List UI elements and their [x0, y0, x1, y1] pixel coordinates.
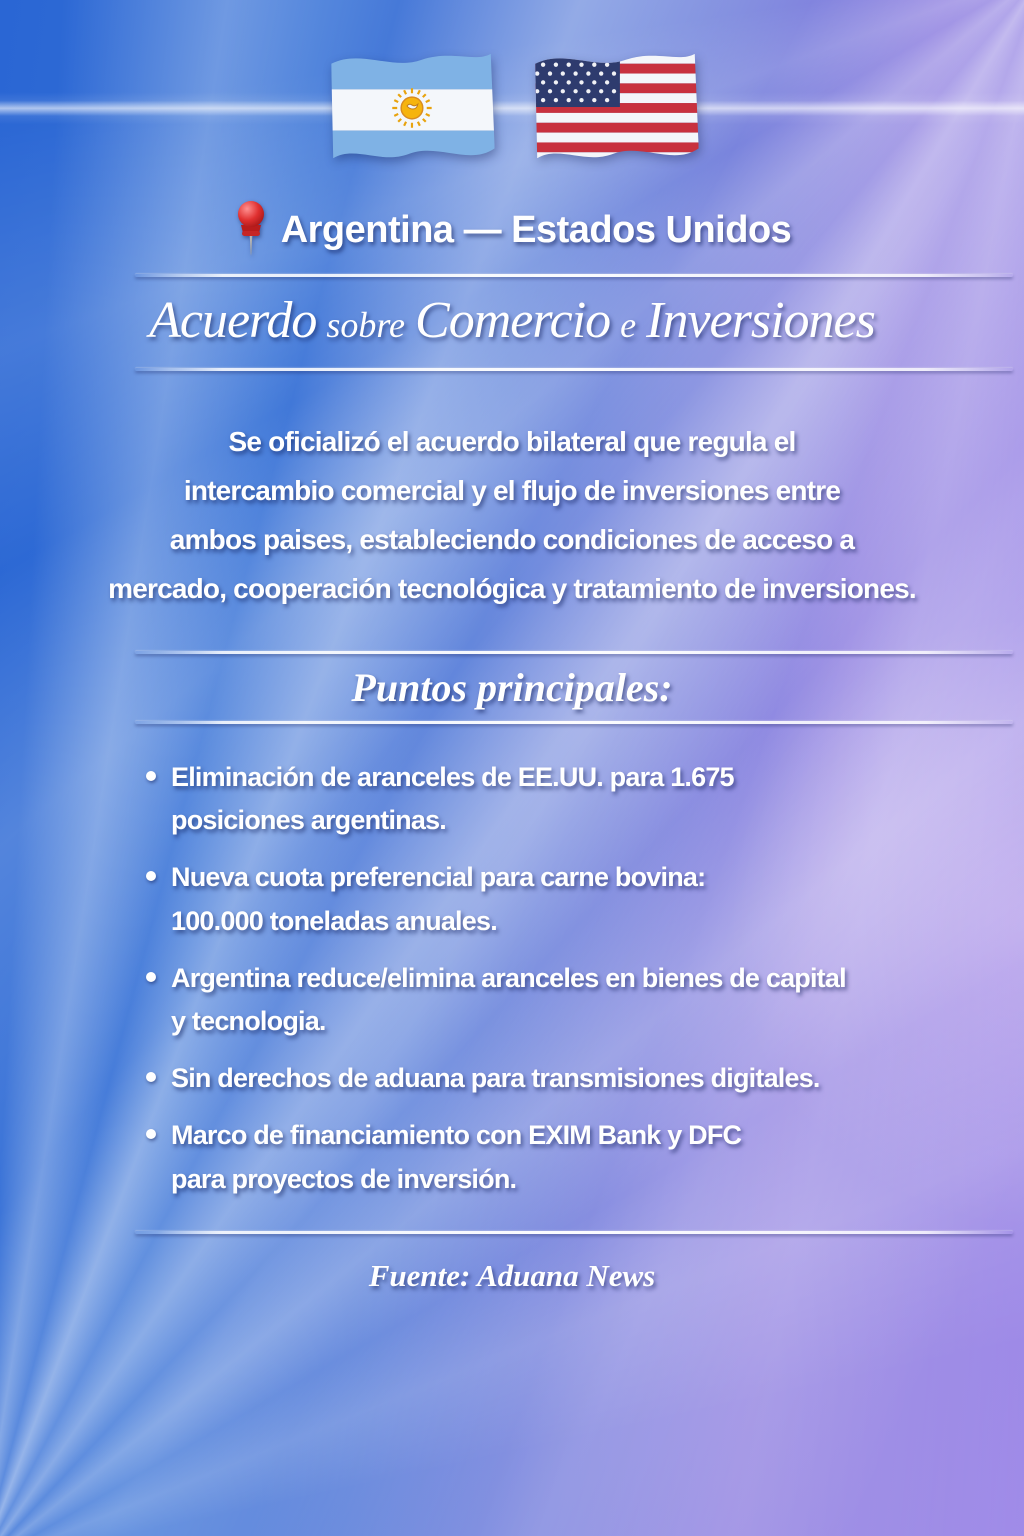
intro-line: intercambio comercial y el flujo de inversiones entre	[183, 475, 841, 506]
bullet-line: Eliminación de aranceles de EE.UU. para 1.675	[171, 762, 734, 792]
bullet-line: Argentina reduce/elimina aranceles en bienes de capital	[171, 962, 846, 993]
bullet-text	[171, 756, 734, 842]
separator	[135, 368, 1013, 371]
flags-row	[321, 44, 703, 172]
separator	[135, 721, 1013, 724]
section-title: Puntos principales:	[351, 665, 673, 710]
bullet-text	[171, 856, 705, 942]
usa-flag-icon	[525, 44, 703, 172]
bullet-text	[171, 957, 846, 1043]
bullet-text	[171, 1114, 741, 1200]
separator	[135, 1231, 1013, 1234]
header-row	[233, 202, 792, 258]
pushpin-icon	[233, 200, 269, 258]
separator	[135, 651, 1013, 654]
intro-line: mercado, cooperación tecnológica y tratamiento de inversiones.	[108, 573, 916, 604]
bullet-item	[146, 856, 846, 942]
title-word-acuerdo: Acuerdo	[149, 292, 317, 349]
title-word-comercio: Comercio	[415, 292, 611, 349]
header-title: Argentina — Estados Unidos	[280, 208, 792, 251]
bullet-line: para proyectos de inversión.	[171, 1163, 517, 1194]
bullet-dot-icon	[146, 1072, 156, 1082]
bullet-item	[146, 957, 846, 1043]
bullet-list	[146, 756, 846, 1215]
bullet-dot-icon	[146, 771, 156, 781]
bullet-item	[146, 1057, 846, 1100]
bullet-line: posiciones argentinas.	[171, 805, 446, 836]
bullet-line: 100.000 toneladas anuales.	[171, 905, 497, 936]
main-title	[149, 291, 875, 350]
bullet-item	[146, 756, 846, 842]
bullet-dot-icon	[146, 972, 156, 982]
bullet-line: Nueva cuota preferencial para carne bovina:	[171, 862, 706, 893]
source-text: Fuente: Aduana News	[368, 1257, 656, 1293]
bullet-line: Sin derechos de aduana para transmisiones digitales.	[171, 1063, 820, 1094]
bullet-dot-icon	[146, 871, 156, 881]
argentina-flag-icon	[321, 44, 499, 172]
title-word-sobre: sobre	[326, 305, 406, 345]
title-word-inversiones: Inversiones	[646, 292, 875, 349]
intro-paragraph	[108, 417, 916, 613]
bullet-line: Marco de financiamiento con EXIM Bank y DFC	[171, 1120, 742, 1151]
intro-line: ambos paises, estableciendo condiciones de acceso a	[169, 524, 855, 555]
separator	[135, 274, 1013, 277]
bullet-dot-icon	[146, 1129, 156, 1139]
intro-line: Se oficializó el acuerdo bilateral que regula el	[228, 426, 796, 457]
bullet-item	[146, 1114, 846, 1200]
bullet-line: y tecnologia.	[171, 1005, 326, 1036]
bullet-text	[171, 1057, 820, 1100]
title-word-e: e	[620, 305, 637, 345]
